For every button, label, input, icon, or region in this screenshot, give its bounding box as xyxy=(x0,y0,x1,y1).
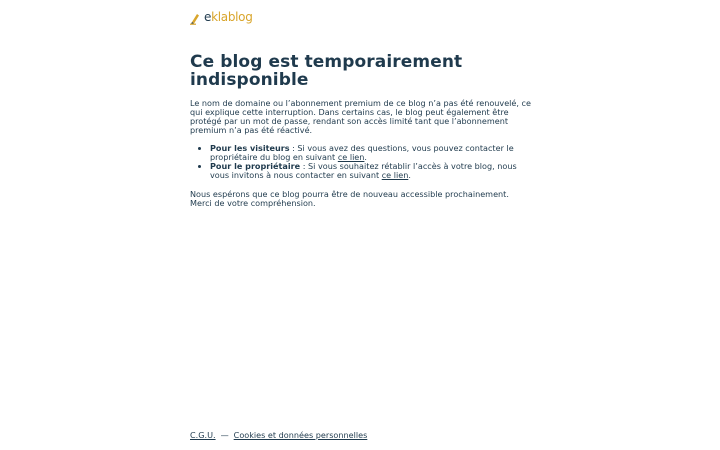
cookies-link[interactable]: Cookies et données personnelles xyxy=(233,430,368,440)
footer xyxy=(190,430,367,440)
pen-nib-icon xyxy=(190,10,202,24)
list-item-text: : Si vous avez des questions, vous pouvez contacter le propriétaire du blog en suivant xyxy=(210,143,514,162)
contact-list xyxy=(190,144,532,180)
logo-wordmark: eklablog xyxy=(204,10,253,24)
list-item-owner xyxy=(210,162,532,180)
closing-paragraph: Nous espérons que ce blog pourra être de nouveau accessible prochainement. Merci de votre compréhension. xyxy=(190,189,509,208)
footer-separator: — xyxy=(220,430,229,440)
intro-paragraph: Le nom de domaine ou l’abonnement premium de ce blog n’a pas été renouvelé, ce qui explique cette interruption. Dans certains cas, le blog peut également être protégé par un mot de passe, rendant son accès limité tant que l’abonnement premium n’a pas été réactivé. xyxy=(190,98,531,135)
list-item-end: . xyxy=(408,170,411,180)
cgu-link[interactable]: C.G.U. xyxy=(190,430,216,440)
main-content xyxy=(190,8,532,208)
eklablog-logo[interactable] xyxy=(190,8,532,26)
visitor-contact-link[interactable]: ce lien xyxy=(337,152,365,162)
page-title: Ce blog est temporairement indisponible xyxy=(190,52,463,90)
list-item-text: : Si vous souhaitez rétablir l’accès à votre blog, nous vous invitons à nous contacter en suivant xyxy=(210,161,517,180)
list-item-label: Pour le propriétaire xyxy=(210,161,301,171)
owner-contact-link[interactable]: ce lien xyxy=(381,170,409,180)
list-item-label: Pour les visiteurs xyxy=(210,143,290,153)
list-item-visitors xyxy=(210,144,532,162)
list-item-end: . xyxy=(364,152,367,162)
